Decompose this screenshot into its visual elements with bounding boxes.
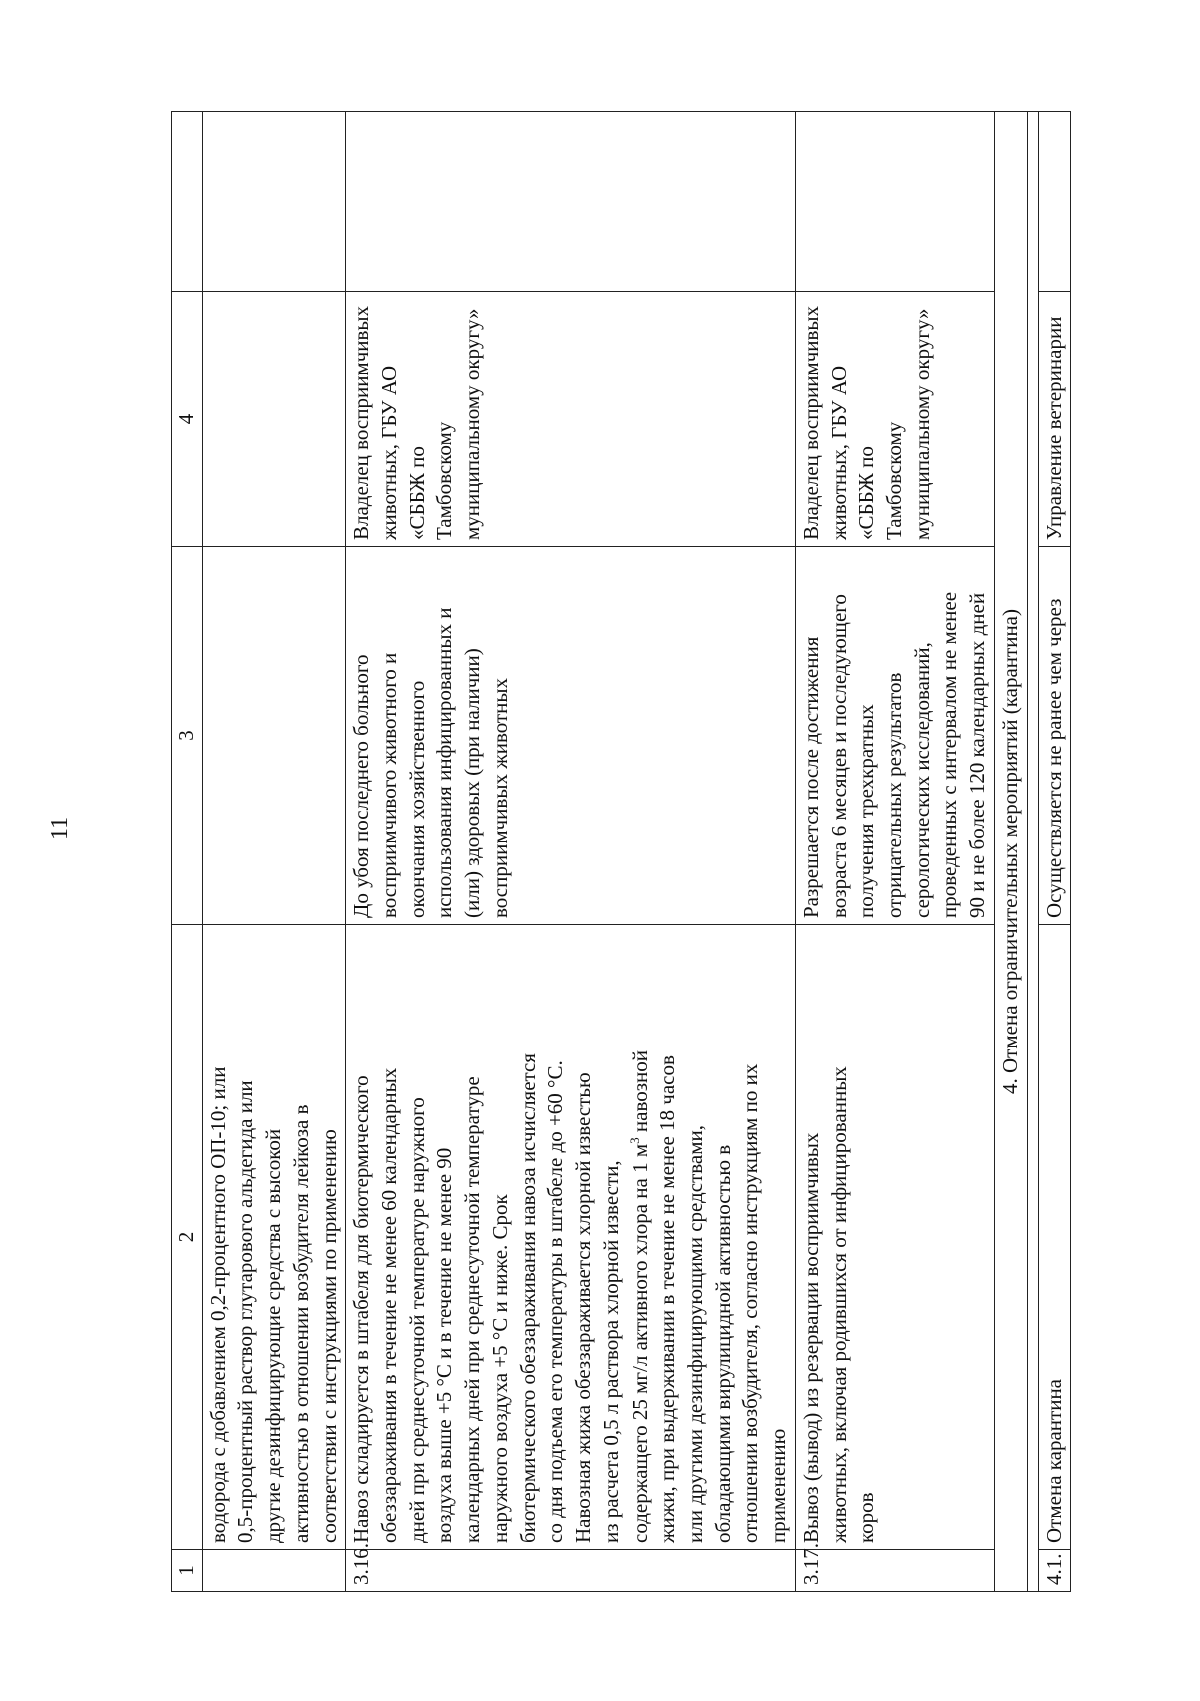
- cell-measure: водорода с добавлением 0,2-процентного ОП-10; или 0,5-процентный раствор глутарового альдегида или другие дезинфицирующие средства с высокой активностью в отношении возбудителя лейкоза в соответствии с инструкциями по применению: [202, 925, 346, 1550]
- table-row-3-16: [346, 112, 796, 1592]
- cell-responsible: Управление ветеринарии: [1038, 292, 1071, 547]
- table-row-4-1: [1038, 112, 1071, 1592]
- measure-line-with-superscript: содержащего 25 мг/л активного хлора на 1 $м^3$ навозной: [626, 1049, 652, 1543]
- cell-term: Разрешается после достижения возраста 6 месяцев и последующего получения трехкратных отрицательных результатов серологических исследований, проведенных с интервалом не менее 90 и не более 120 календарных дней: [795, 547, 994, 925]
- cell-measure: Навоз складируется в штабеля для биотермического обеззараживания в течение не менее 60 календарных дней при среднесуточной температуре наружного воздуха выше +5 °С и в течение не менее 90 календарных дней при среднесуточной температуре наружного воздуха +5 °С и ниже. Срок биотермического обеззараживания навоза исчисляется со дня подъема его температуры в штабеле до +60 °С. Навозная жижа обеззараживается хлорной известью из расчета 0,5 л раствора хлорной извести, содержащего 25 мг/л активного хлора на 1 $м^3$ навозной жижи, при выдерживании в течение не менее 18 часов или другими дезинфицирующими средствами, обладающими вирулицидной активностью в отношении возбудителя, согласно инструкциям по их применению: [346, 925, 796, 1550]
- table-section-row: [994, 112, 1027, 1592]
- cell-measure: Вывоз (вывод) из резервации восприимчивых животных, включая родившихся от инфицированных коров: [795, 925, 994, 1550]
- header-col-3: 3: [172, 547, 203, 925]
- cell-num: 3.17.: [795, 1550, 994, 1592]
- cell-responsible: Владелец восприимчивых животных, ГБУ АО «СББЖ по Тамбовскому муниципальному округу»: [346, 292, 796, 547]
- cell-blank: [202, 112, 346, 292]
- header-col-blank: [172, 112, 203, 292]
- table-row-3-17: [795, 112, 994, 1592]
- header-col-2: 2: [172, 925, 203, 1550]
- cell-responsible: Владелец восприимчивых животных, ГБУ АО «СББЖ по Тамбовскому муниципальному округу»: [795, 292, 994, 547]
- section-title: 4. Отмена ограничительных мероприятий (карантина): [994, 112, 1027, 1592]
- cell-term: Осуществляется не ранее чем через: [1038, 547, 1071, 925]
- table-header-row: [172, 112, 203, 1592]
- cell-measure: Отмена карантина: [1038, 925, 1071, 1550]
- cell-term: До убоя последнего больного восприимчивого животного и окончания хозяйственного использования инфицированных и (или) здоровых (при наличии) восприимчивых животных: [346, 547, 796, 925]
- cell-term: [202, 547, 346, 925]
- table-row-spacer: [1027, 112, 1038, 1592]
- page-number: 11: [47, 816, 73, 840]
- cell-blank: [346, 112, 796, 292]
- header-col-1: 1: [172, 1550, 203, 1592]
- cell-responsible: [202, 292, 346, 547]
- header-col-4: 4: [172, 292, 203, 547]
- measures-table: [171, 111, 1071, 1592]
- cell-num: [202, 1550, 346, 1592]
- cell-blank: [1038, 112, 1071, 292]
- rotated-table-container: [171, 112, 1071, 1592]
- spacer-cell: [1027, 112, 1038, 1592]
- cell-num: 4.1.: [1038, 1550, 1071, 1592]
- table-row-continued: [202, 112, 346, 1592]
- cell-blank: [795, 112, 994, 292]
- cell-num: 3.16.: [346, 1550, 796, 1592]
